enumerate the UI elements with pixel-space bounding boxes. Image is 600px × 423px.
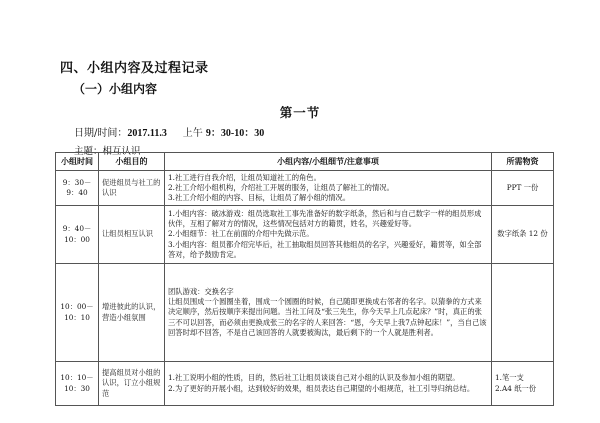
table-row <box>56 206 554 264</box>
session-title: 第一节 <box>279 105 321 120</box>
row-materials: PPT 一份 <box>492 171 554 206</box>
row-time: 9：30－9：40 <box>56 171 99 206</box>
datetime-line <box>74 124 264 139</box>
header-time: 小组时间 <box>56 153 99 171</box>
session-date: 2017.11.3 <box>127 128 167 139</box>
table-header-row <box>56 153 554 171</box>
table-row <box>56 362 554 406</box>
time-label: 上午 <box>182 128 203 139</box>
row-materials <box>492 264 554 362</box>
material-item: 2.A4 纸一份 <box>495 383 537 393</box>
content-line: 1.社工进行自我介绍，让组员知道社工的角色。 <box>168 172 321 182</box>
session-theme: 主题：相互认识 <box>74 146 141 157</box>
content-line: 团队游戏：交换名字 <box>168 286 234 296</box>
content-line: 3.小组内容：组员都介绍完毕后，社工抽取组员回答其他组员的名字，兴趣爱好，籍贯等，如全部答对，给予鼓励肯定。 <box>168 239 482 259</box>
table-row <box>56 171 554 206</box>
material-item: 1.笔一支 <box>495 373 524 383</box>
row-content <box>165 264 492 362</box>
header-goal: 小组目的 <box>99 153 165 171</box>
row-goal: 促进组员与社工的认识 <box>99 171 165 206</box>
session-time: 9：30-10：30 <box>205 128 265 139</box>
row-time: 9：40－10：00 <box>56 206 99 264</box>
row-content <box>165 362 492 406</box>
content-line: 2.为了更好的开展小组，达到较好的效果，组员表达自己期望的小组规范，社工引导归纳总结。 <box>168 383 475 393</box>
datetime-label: 日期/时间： <box>74 128 128 139</box>
row-time: 10：00－10：10 <box>56 264 99 362</box>
content-line: 3.社工介绍小组的内容、目标，让组员了解小组的情况。 <box>168 193 351 203</box>
content-line: 2.小组细节：社工在前面的介绍中先做示范。 <box>168 229 314 239</box>
header-content: 小组内容/小组细节/注意事项 <box>165 153 492 171</box>
row-materials: 数字纸条 12 份 <box>492 206 554 264</box>
row-goal: 增进彼此的认识，营造小组氛围 <box>99 264 165 362</box>
row-time: 10：10－10：30 <box>56 362 99 406</box>
row-materials <box>492 362 554 406</box>
content-line: 2.社工介绍小组机构，介绍社工开展的服务，让组员了解社工的情况。 <box>168 182 394 192</box>
row-goal: 让组员相互认识 <box>99 206 165 264</box>
section-heading: 四、小组内容及过程记录 <box>60 61 209 76</box>
header-materials: 所需物资 <box>492 153 554 171</box>
subsection-heading: （一）小组内容 <box>73 82 158 96</box>
row-goal: 提高组员对小组的认识，订立小组规范 <box>99 362 165 406</box>
row-content <box>165 171 492 206</box>
content-line: 1.小组内容：破冰游戏：组员选取社工事先准备好的数字纸条，然后和与自己数字一样的组员形成伙伴，互相了解对方的情况，这些情况包括对方的籍贯，姓名，兴趣爱好等。 <box>168 208 482 229</box>
content-line: 1.社工说明小组的性质，目的，然后社工让组员谈谈自己对小组的认识及参加小组的期望。 <box>168 373 460 383</box>
session-table <box>55 152 554 406</box>
table-row <box>56 264 554 362</box>
content-line: 让组员围成一个圆圈坐着，围成一个圆圈的时候，自己随即更换成右邻者的名字。以猜拳的方式来决定顺序，然后按顺序来提出问题。当社工问及“张三先生，你今天早上几点起床？”时，真正的张三不可以回答，而必须由更换成张三的名字的人来回答：“恩，今天早上我7点钟起床！”，当自己该回答时却不回答，不是自己该回答的人就要被淘汰，最后剩下的一个人就是胜利者。 <box>168 297 487 337</box>
row-content <box>165 206 492 264</box>
